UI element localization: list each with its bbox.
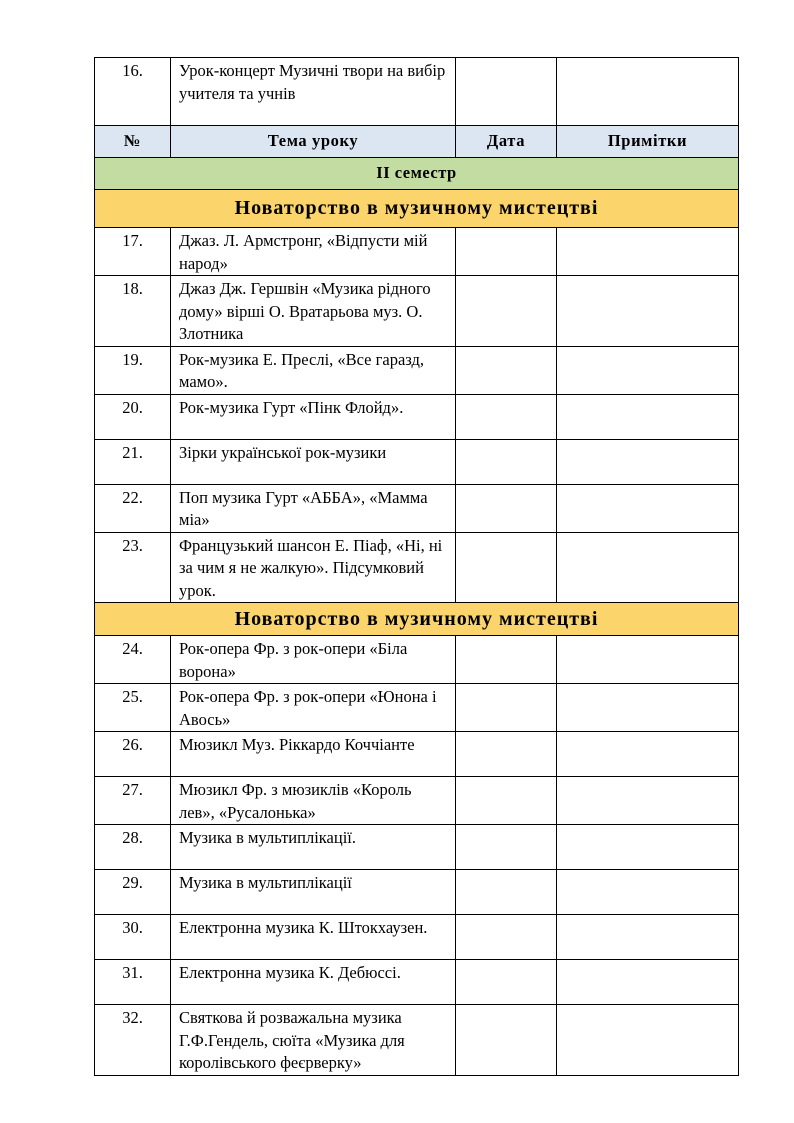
lesson-date: [456, 532, 557, 603]
section-title-row: [95, 190, 739, 228]
lesson-date: [456, 732, 557, 777]
table-row: [95, 532, 739, 603]
table-row: [95, 732, 739, 777]
table-row: [95, 636, 739, 684]
lesson-notes: [557, 276, 739, 347]
table-row: [95, 915, 739, 960]
table-row: [95, 276, 739, 347]
table-row: [95, 684, 739, 732]
lesson-date: [456, 915, 557, 960]
lesson-number: 30.: [95, 915, 171, 960]
section-title: Новаторство в музичному мистецтві: [95, 190, 739, 228]
lesson-topic: Музика в мультиплікації: [171, 870, 456, 915]
lesson-number: 21.: [95, 439, 171, 484]
lesson-date: [456, 276, 557, 347]
lesson-notes: [557, 58, 739, 126]
header-number: №: [95, 126, 171, 158]
lesson-date: [456, 394, 557, 439]
lesson-number: 17.: [95, 228, 171, 276]
semester-row: [95, 158, 739, 190]
lesson-number: 19.: [95, 346, 171, 394]
lesson-notes: [557, 684, 739, 732]
lesson-date: [456, 870, 557, 915]
lesson-notes: [557, 346, 739, 394]
lesson-number: 31.: [95, 960, 171, 1005]
lesson-plan-table: [94, 57, 739, 1076]
section-title: Новаторство в музичному мистецтві: [95, 603, 739, 636]
lesson-plan-body: [95, 58, 739, 1076]
lesson-date: [456, 960, 557, 1005]
lesson-number: 22.: [95, 484, 171, 532]
lesson-topic: Джаз. Л. Армстронг, «Відпусти мій народ»: [171, 228, 456, 276]
lesson-number: 25.: [95, 684, 171, 732]
lesson-number: 27.: [95, 777, 171, 825]
lesson-notes: [557, 532, 739, 603]
semester-label: II семестр: [95, 158, 739, 190]
table-row: [95, 58, 739, 126]
lesson-topic: Урок-концерт Музичні твори на вибір учителя та учнів: [171, 58, 456, 126]
lesson-number: 18.: [95, 276, 171, 347]
table-row: [95, 777, 739, 825]
lesson-topic: Рок-опера Фр. з рок-опери «Біла ворона»: [171, 636, 456, 684]
header-topic: Тема уроку: [171, 126, 456, 158]
lesson-number: 23.: [95, 532, 171, 603]
lesson-date: [456, 346, 557, 394]
lesson-topic: Поп музика Гурт «АББА», «Мамма міа»: [171, 484, 456, 532]
lesson-date: [456, 684, 557, 732]
table-header-row: [95, 126, 739, 158]
lesson-topic: Мюзикл Фр. з мюзиклів «Король лев», «Русалонька»: [171, 777, 456, 825]
table-row: [95, 484, 739, 532]
lesson-topic: Рок-музика Е. Преслі, «Все гаразд, мамо».: [171, 346, 456, 394]
lesson-notes: [557, 636, 739, 684]
section-title-row: [95, 603, 739, 636]
header-date: Дата: [456, 126, 557, 158]
lesson-topic: Мюзикл Муз. Ріккардо Коччіанте: [171, 732, 456, 777]
lesson-number: 24.: [95, 636, 171, 684]
table-row: [95, 1005, 739, 1076]
lesson-notes: [557, 1005, 739, 1076]
lesson-topic: Французький шансон Е. Піаф, «Ні, ні за чим я не жалкую». Підсумковий урок.: [171, 532, 456, 603]
table-row: [95, 228, 739, 276]
lesson-date: [456, 58, 557, 126]
lesson-notes: [557, 825, 739, 870]
lesson-notes: [557, 394, 739, 439]
lesson-topic: Джаз Дж. Гершвін «Музика рідного дому» вірші О. Вратарьова муз. О. Злотника: [171, 276, 456, 347]
table-row: [95, 960, 739, 1005]
lesson-date: [456, 1005, 557, 1076]
lesson-notes: [557, 732, 739, 777]
table-row: [95, 825, 739, 870]
lesson-notes: [557, 915, 739, 960]
table-row: [95, 394, 739, 439]
table-row: [95, 346, 739, 394]
lesson-number: 32.: [95, 1005, 171, 1076]
lesson-notes: [557, 870, 739, 915]
lesson-date: [456, 228, 557, 276]
lesson-notes: [557, 439, 739, 484]
lesson-topic: Електронна музика К. Дебюссі.: [171, 960, 456, 1005]
lesson-notes: [557, 484, 739, 532]
lesson-notes: [557, 960, 739, 1005]
lesson-topic: Зірки української рок-музики: [171, 439, 456, 484]
lesson-notes: [557, 228, 739, 276]
table-row: [95, 439, 739, 484]
lesson-topic: Рок-опера Фр. з рок-опери «Юнона і Авось»: [171, 684, 456, 732]
lesson-number: 16.: [95, 58, 171, 126]
lesson-number: 26.: [95, 732, 171, 777]
lesson-topic: Електронна музика К. Штокхаузен.: [171, 915, 456, 960]
lesson-number: 28.: [95, 825, 171, 870]
lesson-topic: Рок-музика Гурт «Пінк Флойд».: [171, 394, 456, 439]
lesson-date: [456, 484, 557, 532]
table-row: [95, 870, 739, 915]
lesson-date: [456, 439, 557, 484]
lesson-date: [456, 825, 557, 870]
header-notes: Примітки: [557, 126, 739, 158]
lesson-number: 29.: [95, 870, 171, 915]
lesson-notes: [557, 777, 739, 825]
lesson-number: 20.: [95, 394, 171, 439]
lesson-date: [456, 636, 557, 684]
lesson-date: [456, 777, 557, 825]
lesson-topic: Музика в мультиплікації.: [171, 825, 456, 870]
lesson-topic: Святкова й розважальна музика Г.Ф.Гендель, сюїта «Музика для королівського феєрверку»: [171, 1005, 456, 1076]
